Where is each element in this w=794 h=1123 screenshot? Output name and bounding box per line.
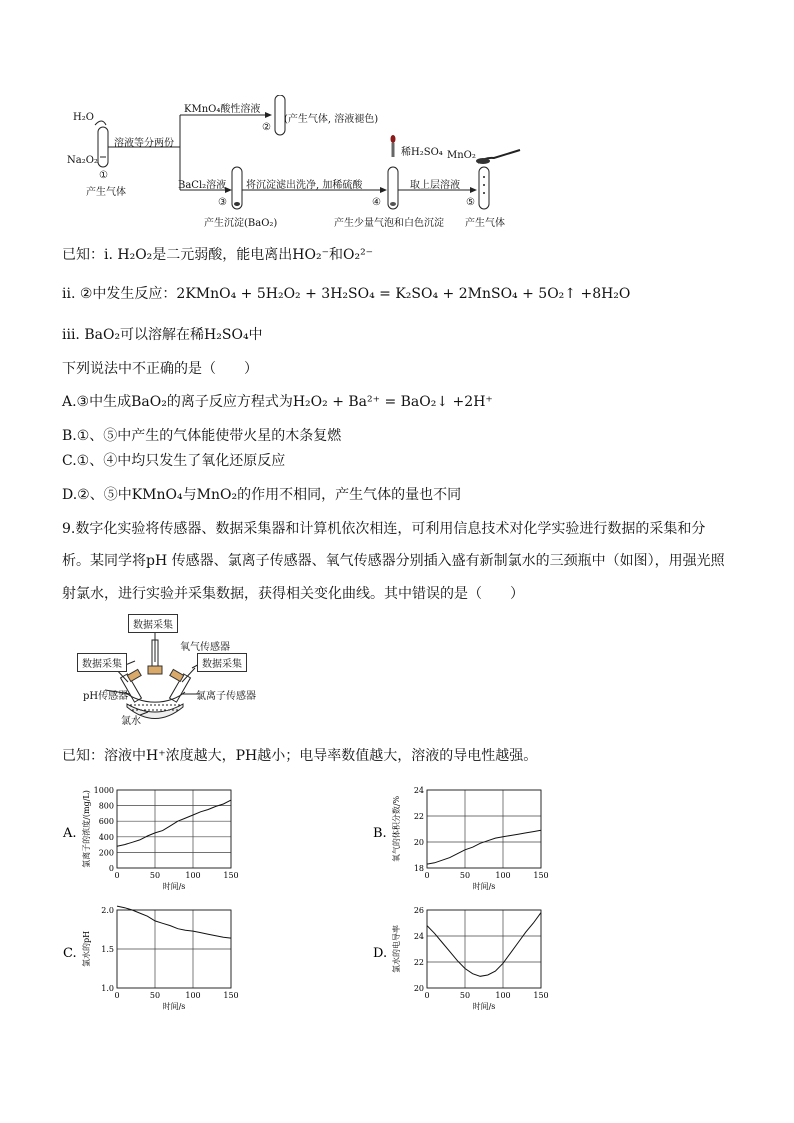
plot-frame	[427, 790, 541, 868]
dil-h2so4-label: 稀H₂SO₄	[401, 147, 443, 158]
x-tick-label: 50	[149, 991, 161, 1000]
x-tick-label: 0	[114, 991, 120, 1000]
mno2-label: MnO₂	[447, 150, 476, 161]
chart-1	[365, 785, 565, 895]
option-c: C.①、④中均只发生了氧化还原反应	[62, 453, 286, 469]
question-9-line3: 射氯水，进行实验并采集数据，获得相关变化曲线。其中错误的是（ ）	[62, 586, 524, 602]
x-tick-label: 50	[459, 991, 471, 1000]
series-line	[117, 906, 231, 938]
chart-option-label: D.	[373, 946, 388, 961]
tube2-number: ②	[262, 122, 271, 133]
x-tick-label: 50	[459, 871, 471, 880]
x-tick-label: 150	[223, 991, 239, 1000]
x-axis-label: 时间/s	[472, 1002, 496, 1011]
y-tick-label: 22	[413, 958, 424, 967]
y-tick-label: 1000	[93, 786, 114, 795]
question-8-prompt: 下列说法中不正确的是（ ）	[62, 361, 258, 377]
chart-option-label: B.	[373, 826, 387, 841]
split-label: 溶液等分两份	[114, 138, 174, 149]
h2o-label: H₂O	[73, 112, 94, 123]
tube3-number: ③	[218, 197, 227, 208]
tube4-number: ④	[372, 197, 381, 208]
y-tick-label: 200	[98, 848, 114, 858]
option-a: A.③中生成BaO₂的离子反应方程式为H₂O₂ + Ba²⁺ = BaO₂↓ +2H⁺	[62, 394, 493, 410]
y-tick-label: 22	[413, 812, 424, 821]
question-9-line2: 析。某同学将pH 传感器、氯离子传感器、氧气传感器分别插入盛有新制氯水的三颈瓶中（如图），用强光照	[62, 553, 725, 569]
take-upper-label: 取上层溶液	[410, 180, 460, 191]
x-axis-label: 时间/s	[162, 1002, 186, 1011]
y-axis-label: 氧气的体积分数/%	[392, 795, 401, 863]
series-line	[117, 800, 231, 846]
question-9-line1: 9.数字化实验将传感器、数据采集器和计算机依次相连，可利用信息技术对化学实验进行数据的采集和分	[62, 521, 706, 537]
chart-3	[365, 905, 565, 1015]
y-tick-label: 1.5	[101, 945, 114, 954]
x-tick-label: 100	[185, 871, 201, 880]
plot-frame	[117, 790, 231, 868]
tube1-number: ①	[99, 170, 108, 181]
y-tick-label: 24	[413, 932, 424, 941]
tube1-caption: 产生气体	[86, 187, 126, 198]
o2-sensor-label: 氧气传感器	[180, 642, 230, 653]
y-axis-label: 氯水的pH	[82, 930, 91, 968]
chlorine-water-label: 氯水	[121, 716, 141, 727]
x-tick-label: 150	[533, 991, 549, 1000]
tube3-caption: 产生沉淀(BaO₂)	[204, 218, 278, 229]
y-tick-label: 1.0	[101, 984, 114, 993]
x-axis-label: 时间/s	[162, 882, 186, 891]
series-line	[427, 913, 541, 977]
chart-option-label: A.	[63, 826, 77, 841]
option-d: D.②、⑤中KMnO₄与MnO₂的作用不相同，产生气体的量也不同	[62, 487, 462, 503]
y-tick-label: 600	[98, 817, 114, 827]
kmno4-label: KMnO₄酸性溶液	[184, 104, 261, 115]
x-tick-label: 0	[114, 871, 120, 880]
x-tick-label: 150	[223, 871, 239, 880]
y-tick-label: 2.0	[101, 906, 114, 915]
cl-sensor-label: 氯离子传感器	[196, 691, 256, 702]
tube5-caption: 产生气体	[465, 218, 505, 229]
tube2-caption: (产生气体, 溶液褪色)	[284, 114, 379, 125]
y-tick-label: 24	[413, 786, 424, 795]
option-b: B.①、⑤中产生的气体能使带火星的木条复燃	[62, 428, 342, 444]
na2o2-label: Na₂O₂	[67, 155, 98, 166]
x-tick-label: 100	[185, 991, 201, 1000]
question-9-known: 已知：溶液中H⁺浓度越大，PH越小；电导率数值越大，溶液的导电性越强。	[62, 748, 538, 764]
y-tick-label: 0	[108, 864, 114, 873]
y-axis-label: 氯离子的浓度/(mg/L)	[82, 790, 91, 868]
y-tick-label: 20	[413, 984, 424, 993]
x-tick-label: 0	[424, 871, 430, 880]
x-tick-label: 100	[495, 871, 511, 880]
collect-box-right: 数据采集	[197, 653, 247, 672]
x-tick-label: 50	[149, 871, 161, 880]
x-tick-label: 150	[533, 871, 549, 880]
collect-box-left: 数据采集	[77, 653, 127, 672]
collect-box-top: 数据采集	[128, 614, 178, 633]
x-tick-label: 100	[495, 991, 511, 1000]
y-tick-label: 20	[413, 838, 424, 847]
y-tick-label: 400	[98, 832, 114, 842]
x-axis-label: 时间/s	[472, 882, 496, 891]
tube4-caption: 产生少量气泡和白色沉淀	[334, 218, 444, 229]
ph-sensor-label: pH传感器	[83, 691, 129, 702]
chart-0	[55, 785, 255, 895]
tube5-number: ⑤	[466, 197, 475, 208]
y-tick-label: 800	[98, 801, 114, 811]
known-iii: iii. BaO₂可以溶解在稀H₂SO₄中	[62, 327, 263, 343]
wash-label: 将沉淀滤出洗净, 加稀硫酸	[246, 180, 363, 191]
chart-option-label: C.	[63, 946, 77, 961]
x-tick-label: 0	[424, 991, 430, 1000]
y-tick-label: 26	[413, 906, 424, 915]
plot-frame	[427, 910, 541, 988]
series-line	[427, 830, 541, 864]
known-i: 已知：i. H₂O₂是二元弱酸，能电离出HO₂⁻和O₂²⁻	[62, 247, 374, 263]
bacl2-label: BaCl₂溶液	[178, 180, 227, 191]
y-tick-label: 18	[413, 864, 424, 873]
chart-2	[55, 905, 255, 1015]
known-ii: ii. ②中发生反应：2KMnO₄ + 5H₂O₂ + 3H₂SO₄ = K₂SO₄ + 2MnSO₄ + 5O₂↑ +8H₂O	[62, 286, 631, 302]
y-axis-label: 氯水的电导率	[392, 925, 401, 973]
